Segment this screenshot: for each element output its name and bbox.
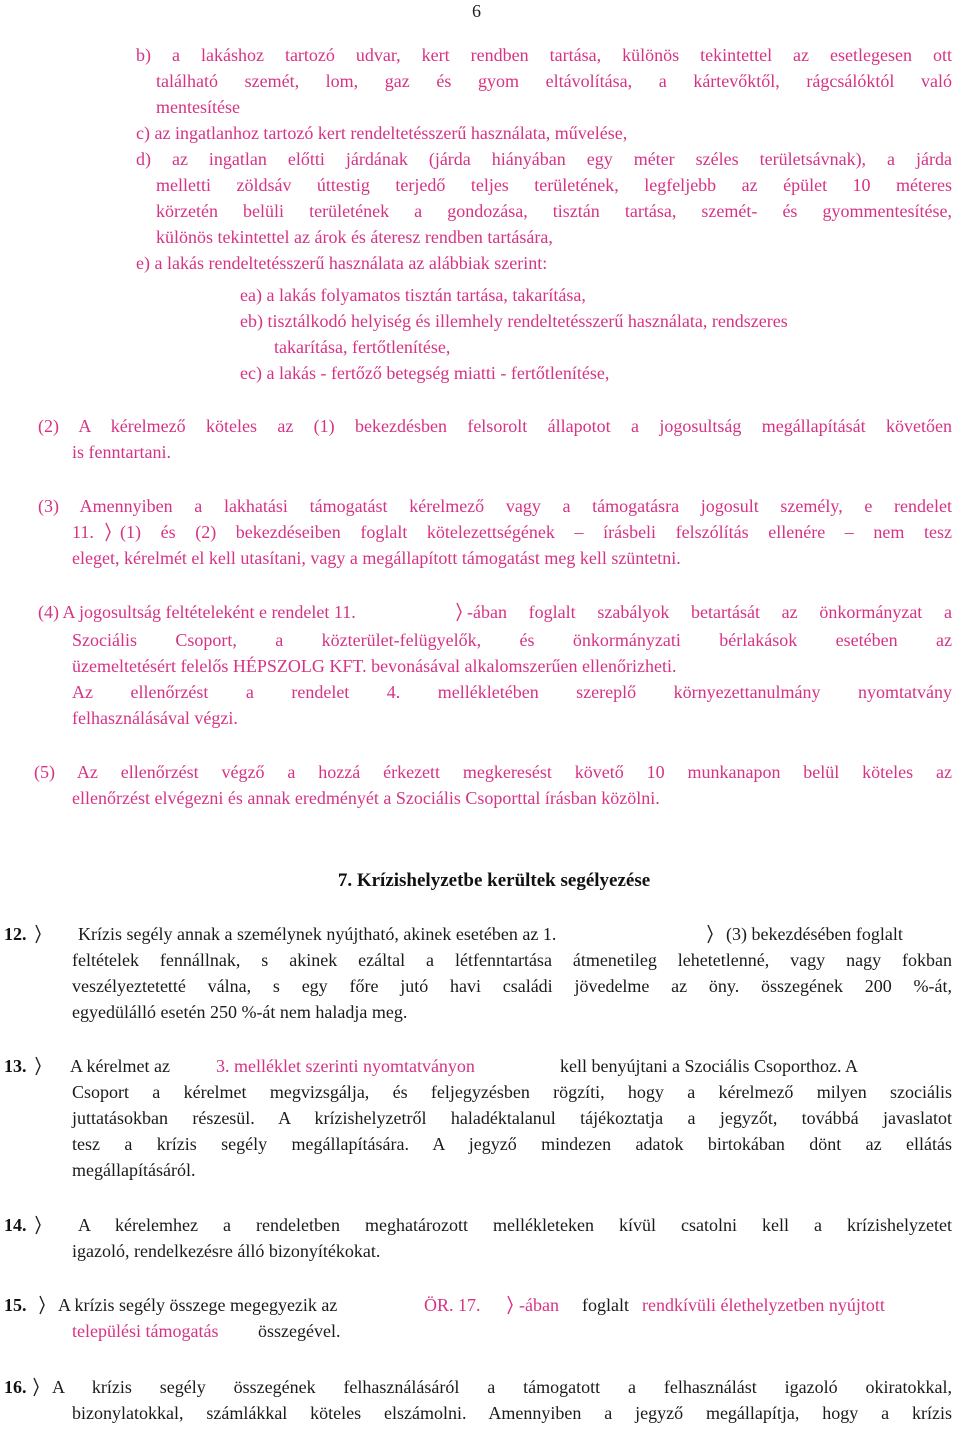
text-line: is fenntartani. (72, 442, 171, 462)
text-line: d) az ingatlan előtti járdának (járda hiányában egy méter széles területsávnak), a járda (136, 149, 952, 169)
text-line: (3) bekezdésében foglalt (726, 924, 903, 944)
text-line: A krízis segély összegének felhasználásáról a támogatott a felhasználást igazoló okiratokkal, (52, 1377, 952, 1397)
section-sign-icon (104, 522, 112, 542)
text-line: b) a lakáshoz tartozó udvar, kert rendben tartása, különös tekintettel az esetlegesen ott (136, 45, 952, 65)
text-line: Az ellenőrzést a rendelet 4. mellékletében szereplő környezettanulmány nyomtatvány (72, 682, 952, 702)
text-line: egyedülálló esetén 250 %-át nem haladja meg. (72, 1002, 408, 1022)
text-line: -ában foglalt szabályok betartását az önkormányzat a (467, 602, 952, 622)
text-line: mentesítése (156, 97, 240, 117)
text-line: bizonylatokkal, számlákkal köteles elszámolni. Amennyiben a jegyző megállapítja, hogy a krízis (72, 1403, 952, 1423)
text-line: eb) tisztálkodó helyiség és illemhely rendeltetésszerű használata, rendszeres (240, 311, 788, 331)
text-line: különös tekintettel az árok és áteresz rendben tartására, (156, 227, 553, 247)
text-line: 11. (72, 522, 94, 542)
text-line: ellenőrzést elvégezni és annak eredményét a Szociális Csoporttal írásban közölni. (72, 788, 660, 808)
paragraph-number: 16. (4, 1377, 27, 1397)
text-line: összegével. (258, 1321, 341, 1341)
section-sign-icon (706, 924, 714, 944)
text-link[interactable]: rendkívüli élethelyzetben nyújtott (642, 1295, 885, 1315)
text-line: ea) a lakás folyamatos tisztán tartása, takarítása, (240, 285, 586, 305)
section-sign-icon (38, 1295, 46, 1315)
text-line: feltételek fennállnak, s akinek ezáltal a létfenntartása átmenetileg lehetetlenné, vagy nagy fokban (72, 950, 952, 970)
text-line: A kérelmet az (70, 1056, 170, 1076)
paragraph-number: 15. (4, 1295, 27, 1315)
text-line: körzetén belüli területének a gondozása, tisztán tartása, szemét- és gyommentesítése, (156, 201, 952, 221)
text-line: Szociális Csoport, a közterület-felügyelők, és önkormányzati bérlakások esetében az (72, 630, 952, 650)
text-line: takarítása, fertőtlenítése, (274, 337, 451, 357)
section-sign-icon (455, 602, 463, 622)
text-line: veszélyeztetetté válna, s egy főre jutó havi családi jövedelme az öny. összegének 200 %-át, (72, 976, 952, 996)
section-title: 7. Krízishelyzetbe kerültek segélyezése (337, 870, 651, 891)
text-line: ec) a lakás - fertőző betegség miatti - fertőtlenítése, (240, 363, 610, 383)
text-line: (3) Amennyiben a lakhatási támogatást kérelmező vagy a támogatásra jogosult személy, e rendelet (38, 496, 952, 516)
paragraph-number: 12. (4, 924, 27, 944)
text-link[interactable]: -ában (519, 1295, 559, 1315)
text-line: A kérelemhez a rendeletben meghatározott mellékleteken kívül csatolni kell a krízishelyzetet (78, 1215, 952, 1235)
section-sign-icon (32, 1377, 40, 1397)
text-line: Csoport a kérelmet megvizsgálja, és feljegyzésben rögzíti, hogy a kérelmező milyen szociális (72, 1082, 952, 1102)
text-line: felhasználásával végzi. (72, 708, 238, 728)
text-line: (2) A kérelmező köteles az (1) bekezdésben felsorolt állapotot a jogosultság megállapítását követően (38, 416, 952, 436)
page-number: 6 (472, 1, 481, 21)
paragraph-number: 14. (4, 1215, 27, 1235)
text-line: A krízis segély összege megegyezik az (58, 1295, 338, 1315)
text-line: üzemeltetésért felelős HÉPSZOLG KFT. bevonásával alkalomszerűen ellenőrizheti. (72, 656, 677, 676)
text-link[interactable]: 3. melléklet szerinti nyomtatványon (216, 1056, 475, 1076)
text-line: található szemét, lom, gaz és gyom eltávolítása, a kártevőktől, rágcsálóktól való (156, 71, 952, 91)
text-line: melletti zöldsáv úttestig terjedő teljes területének, legfeljebb az épület 10 méteres (156, 175, 952, 195)
text-line: kell benyújtani a Szociális Csoporthoz. A (560, 1056, 858, 1076)
text-line: juttatásokban részesül. A krízishelyzetről haladéktalanul tájékoztatja a jegyzőt, továbbá javaslatot (72, 1108, 952, 1128)
text-line: igazoló, rendelkezésre álló bizonyítékokat. (72, 1241, 381, 1261)
text-line: (1) és (2) bekezdéseiben foglalt kötelezettségének – írásbeli felszólítás ellenére – nem tesz (120, 522, 952, 542)
text-link[interactable]: települési támogatás (72, 1321, 219, 1341)
text-line: foglalt (582, 1295, 629, 1315)
text-line: Krízis segély annak a személynek nyújtható, akinek esetében az 1. (78, 924, 557, 944)
paragraph-number: 13. (4, 1056, 27, 1076)
text-line: tesz a krízis segély megállapítására. A jegyző mindezen adatok birtokában dönt az ellátás (72, 1134, 952, 1154)
text-line: megállapításáról. (72, 1160, 196, 1180)
section-sign-icon (34, 924, 42, 944)
text-line: e) a lakás rendeltetésszerű használata az alábbiak szerint: (136, 253, 548, 273)
text-line: (4) A jogosultság feltételeként e rendelet 11. (38, 602, 356, 622)
text-line: c) az ingatlanhoz tartozó kert rendeltetésszerű használata, művelése, (136, 123, 628, 143)
section-sign-icon (506, 1295, 514, 1315)
text-link[interactable]: ÖR. 17. (424, 1295, 481, 1315)
text-line: (5) Az ellenőrzést végző a hozzá érkezett megkeresést követő 10 munkanapon belül köteles az (34, 762, 952, 782)
section-sign-icon (34, 1215, 42, 1235)
text-line: eleget, kérelmét el kell utasítani, vagy a megállapított támogatást meg kell szüntetni. (72, 548, 681, 568)
section-sign-icon (34, 1056, 42, 1076)
